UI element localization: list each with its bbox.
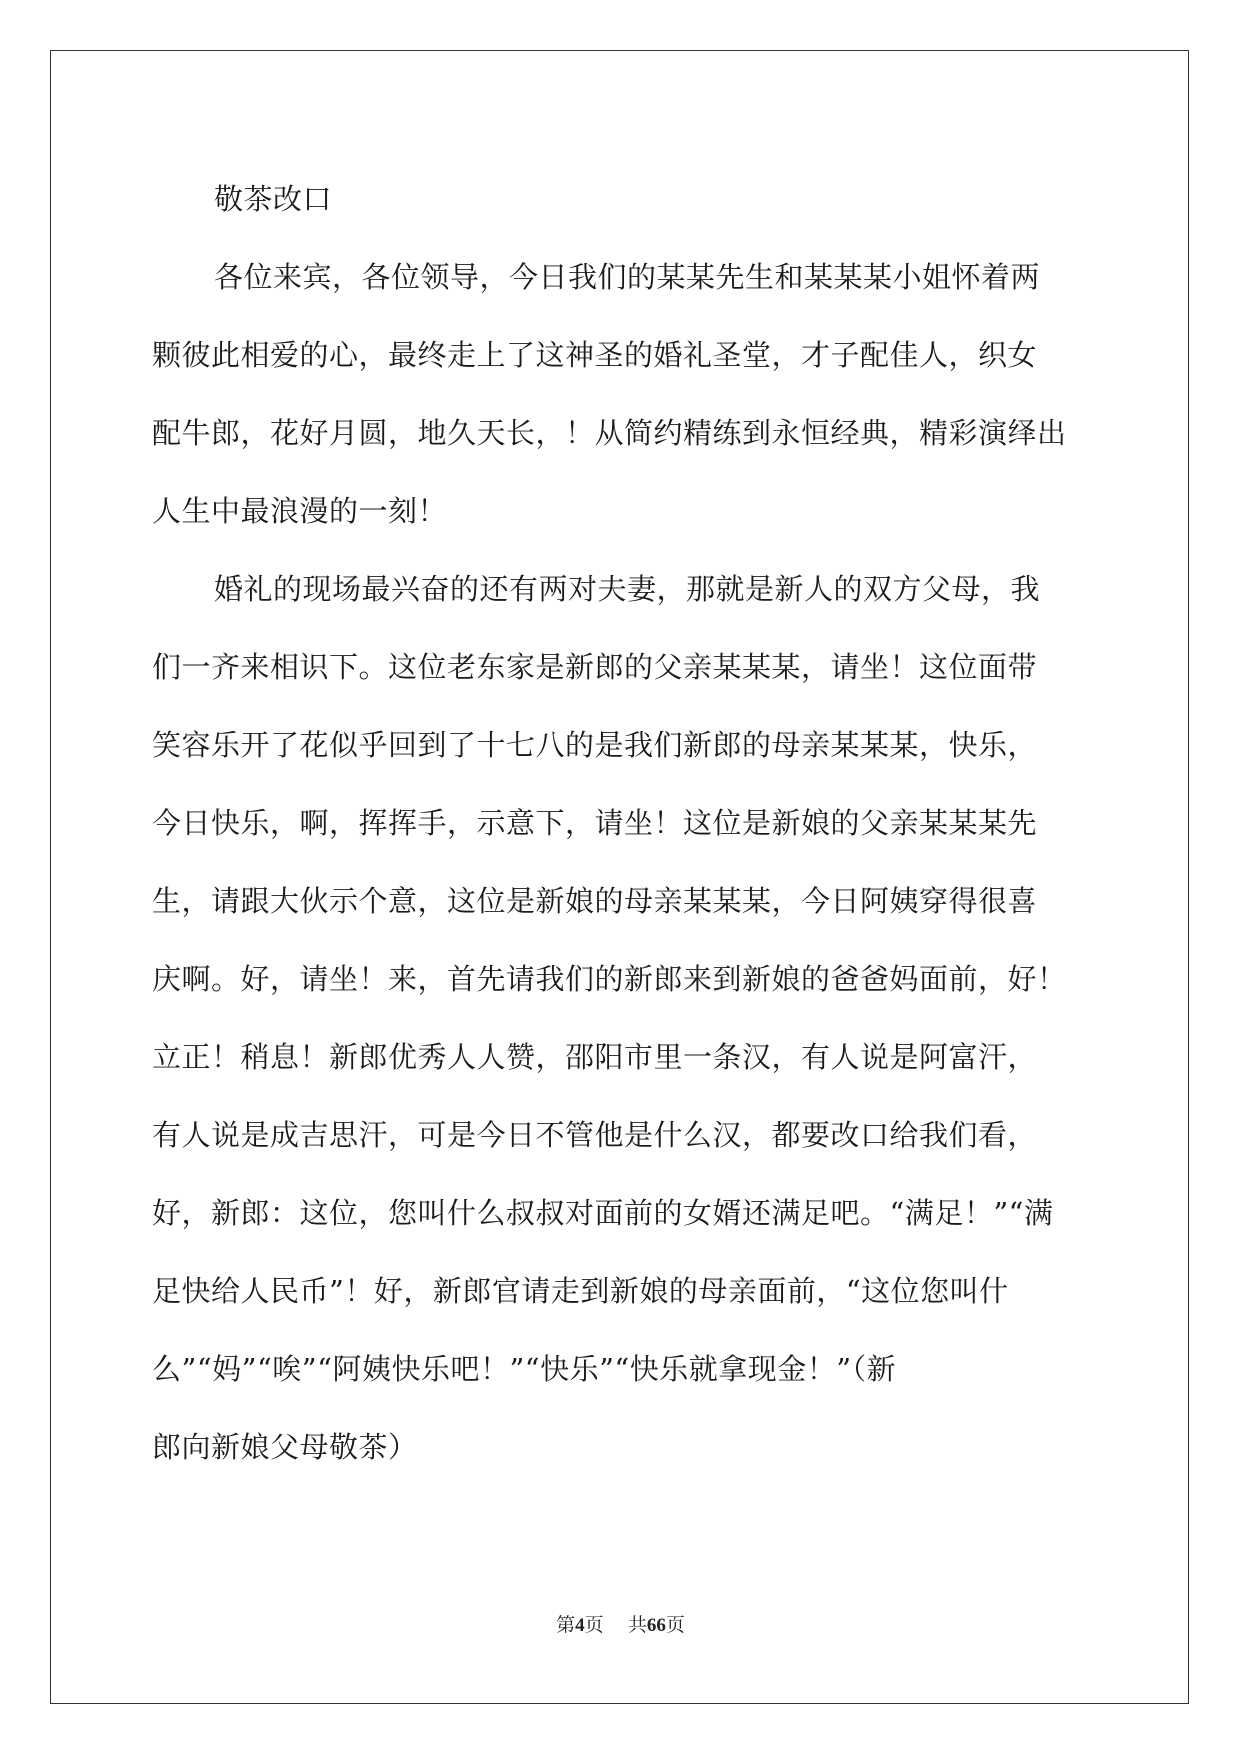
text-line: 婚礼的现场最兴奋的还有两对夫妻，那就是新人的双方父母，我 [214,572,1041,606]
total-pages: 66 [646,1615,666,1636]
text-line: 配牛郎，花好月圆，地久天长，！从简约精练到永恒经典，精彩演绎出 [152,416,1067,450]
total-prefix: 共 [627,1614,647,1636]
text-line: 好，新郎：这位，您叫什么叔叔对面前的女婿还满足吧。“满足！”“满 [152,1196,1054,1230]
text-line: 郎向新娘父母敬茶） [152,1430,418,1464]
document-body [152,160,1092,1486]
text-line: 人生中最浪漫的一刻！ [152,494,448,528]
text-line: 今日快乐，啊，挥挥手，示意下，请坐！这位是新娘的父亲某某某先 [152,806,1038,840]
paragraph-lines [152,238,1092,1486]
text-line: 们一齐来相识下。这位老东家是新郎的父亲某某某，请坐！这位面带 [152,650,1038,684]
section-heading: 敬茶改口 [214,182,333,216]
text-line: 各位来宾，各位领导，今日我们的某某先生和某某某小姐怀着两 [214,260,1041,294]
total-suffix: 页 [665,1614,685,1636]
text-line: 笑容乐开了花似乎回到了十七八的是我们新郎的母亲某某某，快乐， [152,728,1038,762]
text-line: 庆啊。好，请坐！来，首先请我们的新郎来到新娘的爸爸妈面前，好！ [152,962,1067,996]
text-line: 足快给人民币”！好，新郎官请走到新娘的母亲面前，“这位您叫什 [152,1274,1009,1308]
page-prefix: 第 [556,1614,576,1636]
page-number: 4 [575,1615,585,1636]
text-line: 生，请跟大伙示个意，这位是新娘的母亲某某某，今日阿姨穿得很喜 [152,884,1038,918]
text-line: 有人说是成吉思汗，可是今日不管他是什么汉，都要改口给我们看， [152,1118,1038,1152]
text-line: 立正！稍息！新郎优秀人人赞，邵阳市里一条汉，有人说是阿富汗， [152,1040,1038,1074]
page-suffix: 页 [584,1614,604,1636]
text-line: 颗彼此相爱的心，最终走上了这神圣的婚礼圣堂，才子配佳人，织女 [152,338,1038,372]
text-line: 么”“妈”“唉”“阿姨快乐吧！”“快乐”“快乐就拿现金！”（新 [152,1352,897,1386]
page-footer [0,1610,1241,1637]
